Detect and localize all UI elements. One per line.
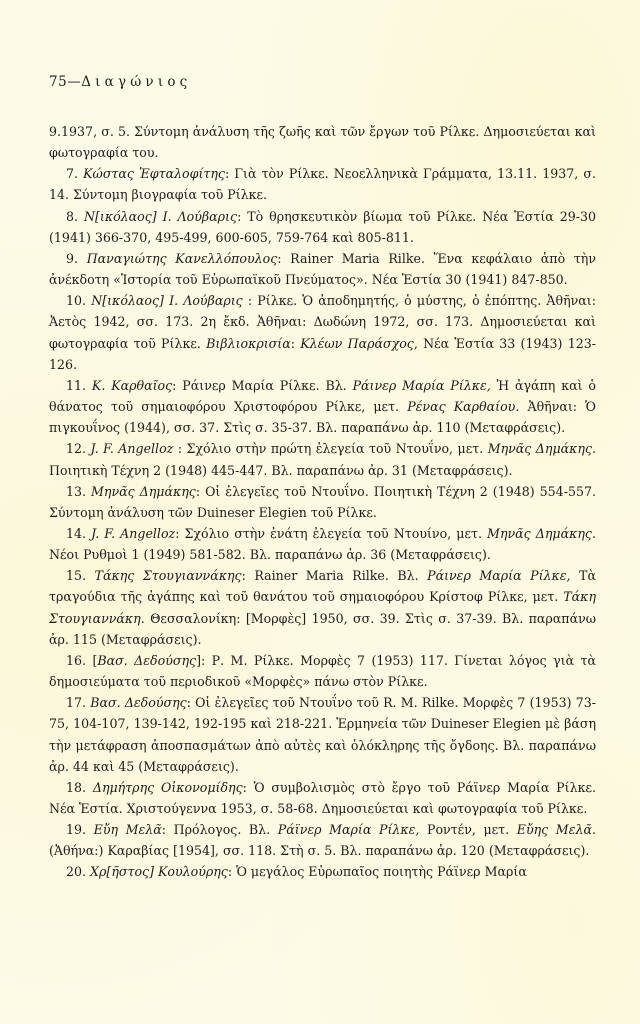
- entry-text: : Σχόλιο στὴν πρώτη ἐλεγεία τοῦ Ντουΐνο, μετ.: [173, 441, 488, 457]
- entry-italic-text: Ν[ικόλαος] Ι. Λούβαρις: [91, 293, 243, 309]
- entry-text: Ἀθῆναι: Ὁ πιγκουΐνος (1944), σσ. 37. Στὶς σ. 35-37. Βλ. παραπάνω ἀρ. 110 (Μεταφράσεις).: [49, 399, 596, 436]
- entry-number: 14.: [66, 525, 87, 541]
- entry-italic-text: Παναγιώτης Κανελλόπουλος: [86, 250, 278, 266]
- entry-text: 9.1937, σ. 5. Σύντομη ἀνάλυση τῆς ζωῆς καὶ τῶν ἔργων τοῦ Ρίλκε. Δημοσιεύεται καὶ φωτογραφία του.: [49, 124, 596, 161]
- bibliography-entry: [49, 290, 596, 375]
- entry-italic-text: Ράινερ Μαρία Ρίλκε,: [352, 377, 491, 393]
- bibliography-entry: [49, 861, 596, 882]
- entry-number: 11.: [66, 377, 87, 393]
- entry-italic-text: J. F. Angelloz: [91, 525, 176, 541]
- entry-italic-text: Βασ. Δεδούσης: [90, 695, 187, 711]
- entry-number: 18.: [66, 779, 87, 795]
- bibliography-entry: [49, 777, 596, 819]
- entry-text: : Ὁ συμβολισμὸς στὸ ἔργο τοῦ Ράϊνερ Μαρία Ρίλκε. Νέα Ἑστία. Χριστούγεννα 1953, σ. 58-68. Δημοσιεύεται καὶ φωτογραφία τοῦ Ρίλκε.: [49, 779, 596, 816]
- entry-number: 15.: [66, 568, 87, 584]
- bibliography-entry: [49, 650, 596, 692]
- bibliography-entry: [49, 565, 596, 650]
- entry-number: 13.: [66, 483, 87, 499]
- entry-italic-text: Βιβλιοκρισία: [206, 335, 291, 351]
- bibliography-list: [49, 121, 596, 883]
- running-head-title: Διαγώνιος: [81, 74, 192, 90]
- entry-text: : Σχόλιο στὴν ἐνάτη ἐλεγεία τοῦ Ντουίνο, μετ.: [175, 525, 488, 541]
- entry-text: : Πρόλογος. Βλ.: [161, 822, 278, 838]
- entry-italic-text: Ν[ικόλαος] Ι. Λούβαρις: [83, 208, 238, 224]
- entry-text: Ροντέν, μετ.: [419, 822, 517, 838]
- entry-text: . Νέοι Ρυθμοὶ 1 (1949) 581-582. Βλ. παραπάνω ἀρ. 36 (Μεταφράσεις).: [49, 525, 596, 563]
- bibliography-entry-continuation: [49, 121, 596, 163]
- entry-italic-text: Τάκη Στουγιαννάκη: [49, 589, 596, 626]
- entry-number: 19.: [66, 822, 87, 838]
- entry-number: 7.: [66, 166, 79, 182]
- entry-italic-text: Κώστας Ἐφταλοφίτης: [83, 166, 225, 182]
- entry-number: 16.: [66, 652, 87, 668]
- entry-text: : Οἱ ἐλεγεῖες τοῦ Ντουΐνο. Ποιητικὴ Τέχνη 2 (1948) 554-557. Σύντομη ἀνάλυση τῶν Duineser Elegien τοῦ Ρίλκε.: [49, 483, 596, 520]
- entry-italic-text: Χρ[ῆστος] Κουλούρης: [90, 864, 228, 880]
- entry-text: : Τὸ θρησκευτικὸν βίωμα τοῦ Ρίλκε. Νέα Ἑστία 29-30 (1941) 366-370, 495-499, 600-605, 759-764 καὶ 805-811.: [49, 208, 596, 245]
- entry-number: 12.: [66, 441, 87, 457]
- entry-italic-text: J. F. Angelloz: [90, 441, 174, 457]
- bibliography-entry: [49, 481, 596, 523]
- entry-text: [: [92, 652, 98, 668]
- entry-italic-text: Ράϊνερ Μαρία Ρίλκε,: [277, 822, 420, 838]
- entry-italic-text: Μηνᾶς Δημάκης: [91, 483, 196, 499]
- entry-italic-text: Ρένας Καρθαίου.: [407, 399, 520, 415]
- entry-text: Ἡ ἀγάπη καὶ ὁ θάνατος τοῦ σημαιοφόρου Χριστοφόρου Ρίλκε, μετ.: [49, 377, 596, 415]
- entry-italic-text: Ράινερ Μαρία Ρίλκε,: [427, 568, 571, 584]
- entry-text: : Οἱ ἐλεγεῖες τοῦ Ντουΐνο τοῦ R. M. Rilke. Μορφὲς 7 (1953) 73-75, 104-107, 139-142, 192-195 καὶ 218-221. Ἑρμηνεία τῶν Duineser Elegien μὲ βάση τὴν μετάφραση ἀποσπασμάτων ἀπὸ αὐτὲς καὶ ὁλόκληρης τῆς ὄγδοης. Βλ. παραπάνω ἀρ. 44 καὶ 45 (Μεταφράσεις).: [49, 695, 596, 774]
- entry-number: 20.: [66, 864, 87, 880]
- entry-italic-text: Βασ. Δεδούσης: [97, 652, 197, 668]
- bibliography-entry: [49, 248, 596, 290]
- bibliography-entry: [49, 438, 596, 480]
- entry-text: : Ράινερ Μαρία Ρίλκε. Βλ.: [172, 377, 353, 393]
- bibliography-entry: [49, 523, 596, 565]
- entry-number: 10.: [66, 293, 87, 309]
- entry-number: 17.: [66, 695, 87, 711]
- entry-text: . (Ἀθήνα:) Καραβίας [1954], σσ. 118. Στὴ σ. 5. Βλ. παραπάνω ἀρ. 120 (Μεταφράσεις).: [49, 822, 596, 859]
- entry-italic-text: Κ. Καρθαῖος: [91, 377, 173, 393]
- running-head-dash: —: [67, 74, 82, 90]
- entry-text: :: [290, 335, 301, 351]
- page-number: 75: [49, 74, 68, 90]
- bibliography-entry: [49, 375, 596, 438]
- running-head: [49, 74, 191, 90]
- bibliography-entry: [49, 819, 596, 861]
- entry-italic-text: Εὔη Μελᾶ: [93, 822, 162, 838]
- entry-text: , Νέα Ἑστία 33 (1943) 123-126.: [49, 335, 596, 372]
- entry-italic-text: Κλέων Παράσχος: [300, 335, 414, 351]
- bibliography-entry: [49, 206, 596, 248]
- entry-text: Τὰ τραγούδια τῆς ἀγάπης καὶ τοῦ θανάτου τοῦ σημαιοφόρου Κρίστοφ Ρίλκε, μετ.: [49, 568, 596, 605]
- entry-text: . Θεσσαλονίκη: [Μορφὲς] 1950, σσ. 39. Στὶς σ. 37-39. Βλ. παραπάνω ἀρ. 115 (Μεταφράσεις).: [49, 610, 596, 647]
- entry-text: ]: Ρ. Μ. Ρίλκε. Μορφὲς 7 (1953) 117. Γίνεται λόγος γιὰ τὰ δημοσιεύματα τοῦ περιοδικοῦ «Μορφὲς» πάνω στὸν Ρίλκε.: [49, 652, 597, 690]
- entry-text: : Ὁ μεγάλος Εὐρωπαῖος ποιητὴς Ράϊνερ Μαρία: [227, 864, 527, 880]
- entry-text: : Ρίλκε. Ὁ ἀποδημητής, ὁ μύστης, ὁ ἐπόπτης. Ἀθῆναι: Ἀετὸς 1942, σσ. 173. 2η ἔκδ. Ἀθῆναι: Δωδώνη 1972, σσ. 173. Δημοσιεύεται καὶ φωτογραφία τοῦ Ρίλκε.: [49, 293, 596, 351]
- entry-italic-text: Εὔης Μελᾶ: [516, 822, 592, 838]
- entry-italic-text: Μηνᾶς Δημάκης: [487, 525, 592, 541]
- entry-text: : Rainer Maria Rilke. Ἕνα κεφάλαιο ἀπὸ τὴν ἀνέκδοτη «Ἱστορία τοῦ Εὐρωπαϊκοῦ Πνεύματος». Νέα Ἑστία 30 (1941) 847-850.: [49, 250, 596, 288]
- entry-text: : Γιὰ τὸν Ρίλκε. Νεοελληνικὰ Γράμματα, 13.11. 1937, σ. 14. Σύντομη βιογραφία τοῦ Ρίλκε.: [49, 166, 596, 203]
- entry-text: . Ποιητικὴ Τέχνη 2 (1948) 445-447. Βλ. παραπάνω ἀρ. 31 (Μεταφράσεις).: [49, 441, 597, 478]
- entry-text: : Rainer Maria Rilke. Βλ.: [241, 568, 428, 584]
- entry-number: 9.: [66, 250, 79, 266]
- entry-number: 8.: [66, 208, 79, 224]
- entry-italic-text: Δημήτρης Οἰκονομίδης: [92, 779, 243, 795]
- bibliography-entry: [49, 692, 596, 777]
- entry-italic-text: Τάκης Στουγιαννάκης: [94, 568, 242, 584]
- bibliography-entry: [49, 163, 596, 205]
- entry-italic-text: Μηνᾶς Δημάκης: [487, 441, 592, 457]
